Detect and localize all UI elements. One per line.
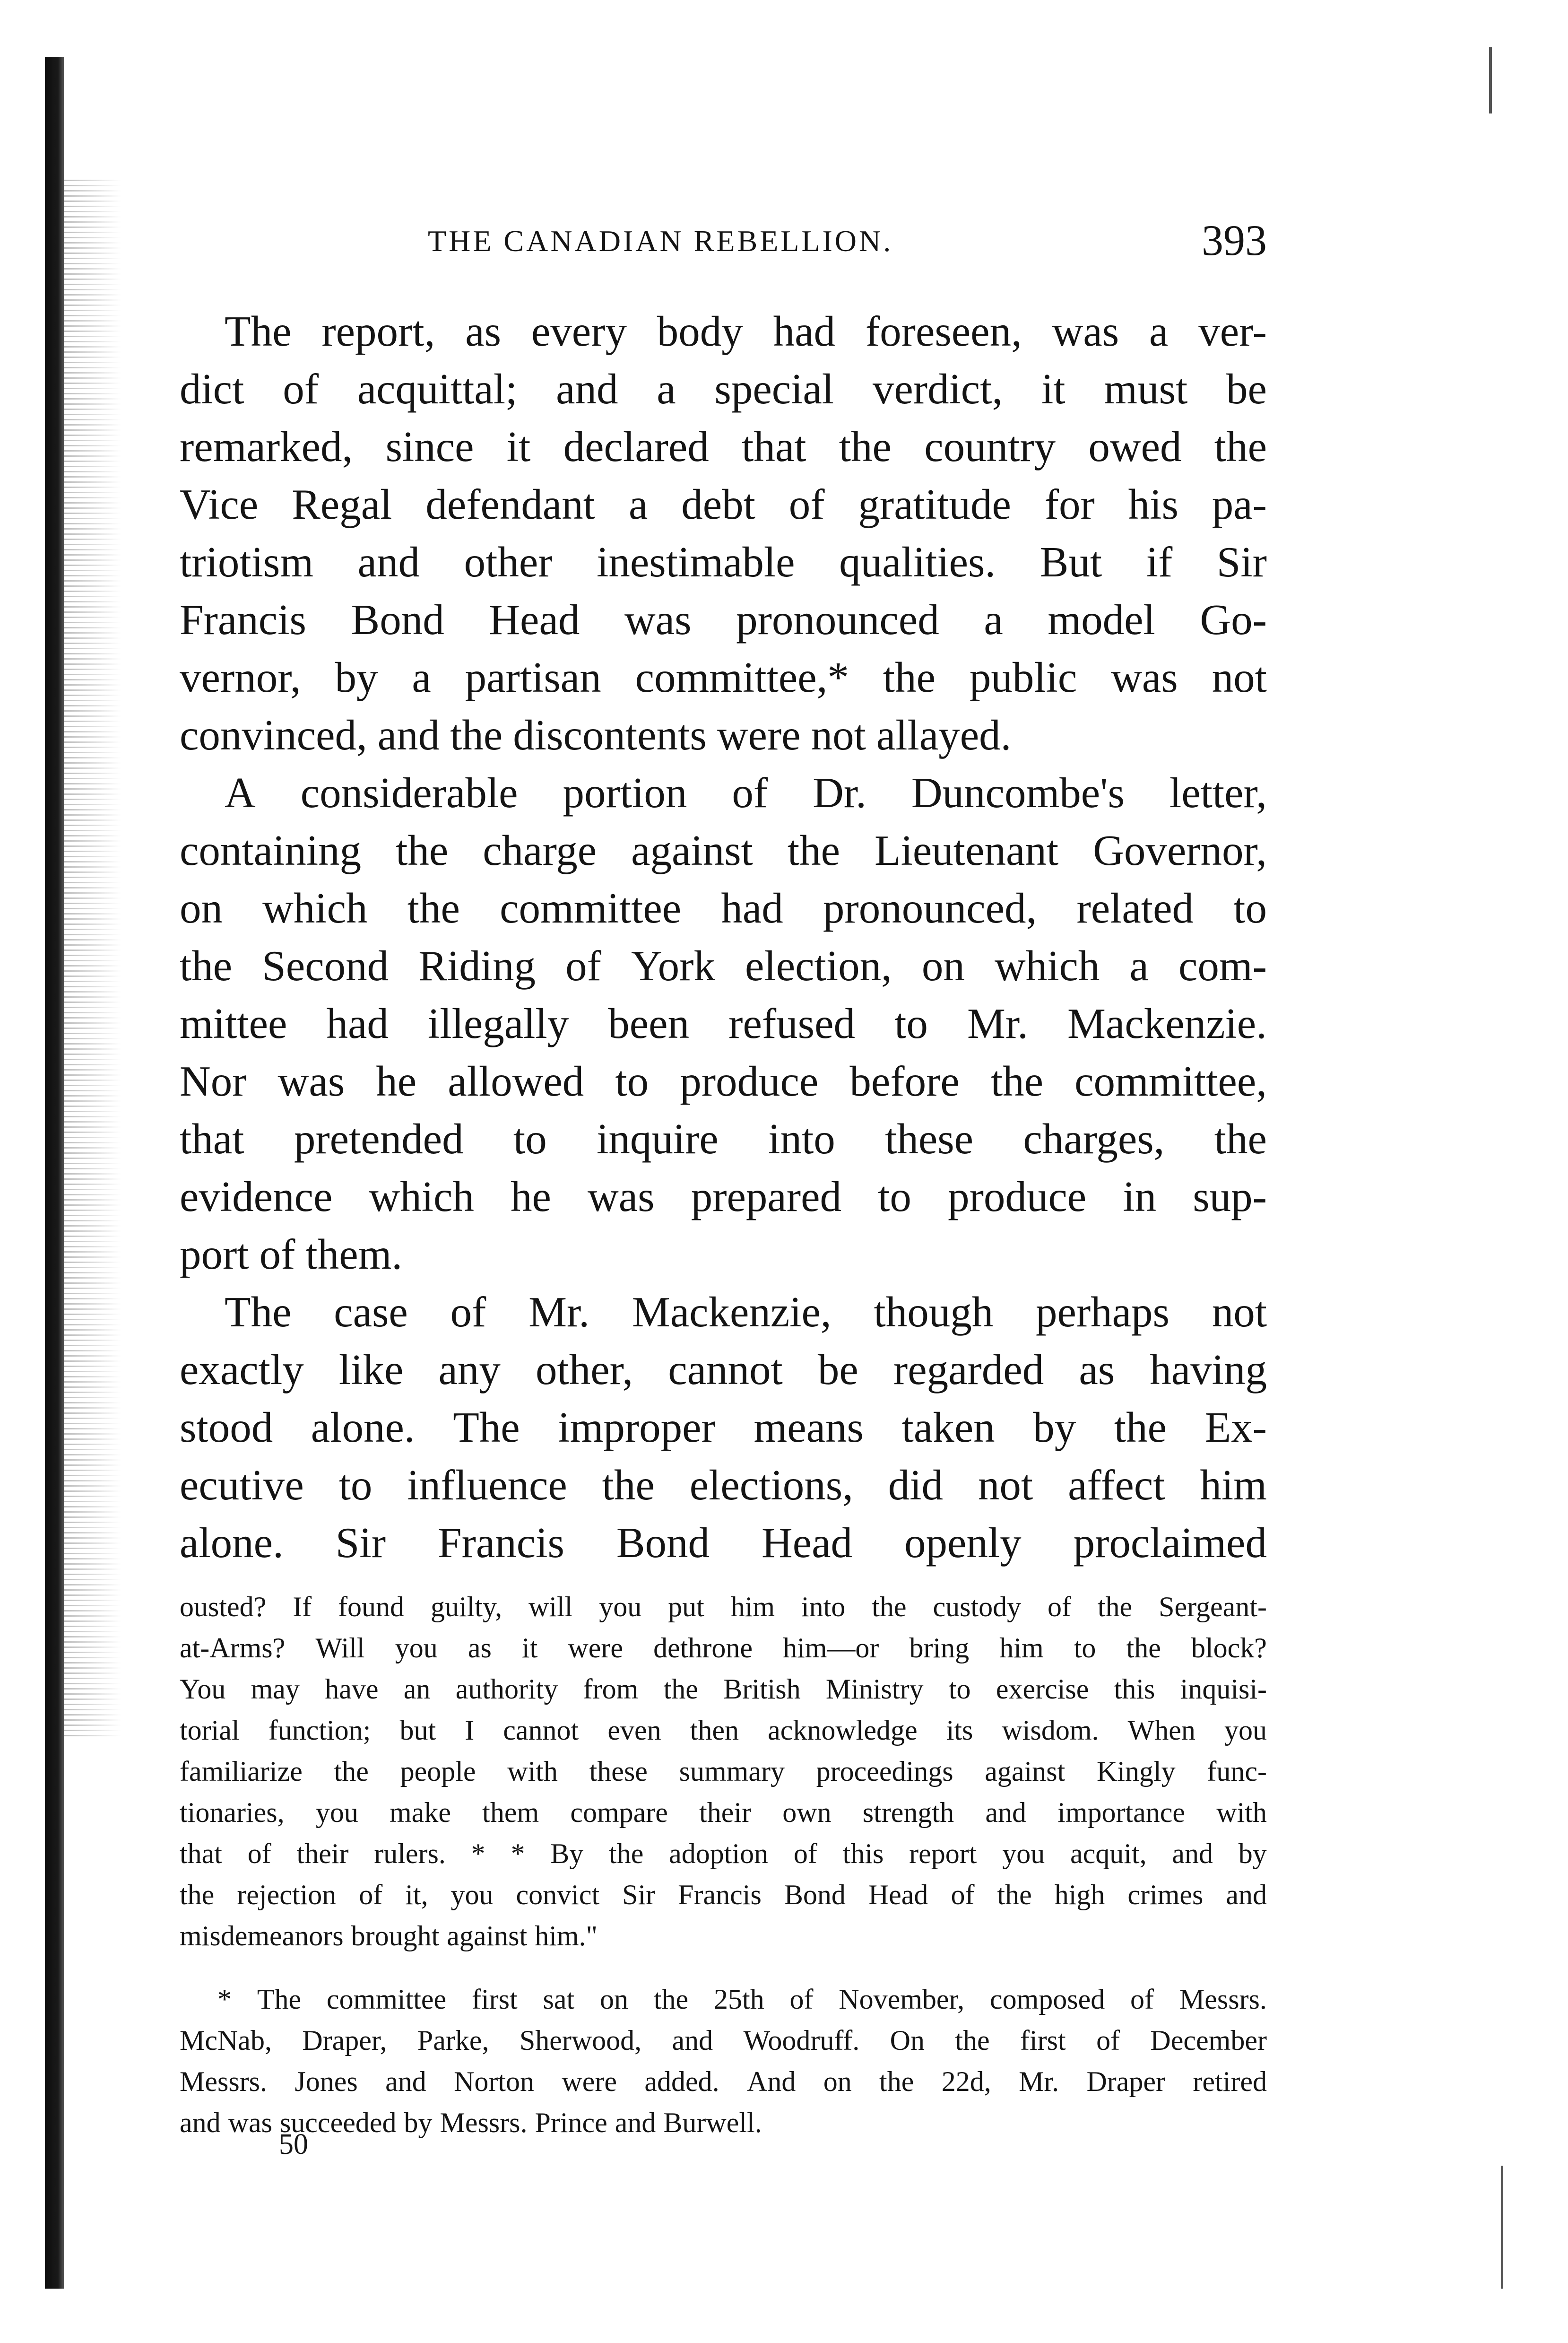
body-line: dict of acquittal; and a special verdict, it must be (180, 365, 1267, 413)
body-line: vernor, by a partisan committee,* the public was not (180, 653, 1267, 701)
quote-line: torial function; but I cannot even then acknowledge its wisdom. When you (180, 1715, 1267, 1746)
body-line: Vice Regal defendant a debt of gratitude for his pa- (180, 480, 1267, 528)
page-header (180, 215, 1267, 277)
quote-line: that of their rulers. * * By the adoption of this report you acquit, and by (180, 1838, 1267, 1869)
body-line: that pretended to inquire into these charges, the (180, 1115, 1267, 1163)
body-line: alone. Sir Francis Bond Head openly proclaimed (180, 1519, 1267, 1567)
body-line: mittee had illegally been refused to Mr. Mackenzie. (180, 1000, 1267, 1047)
body-line: the Second Riding of York election, on which a com- (180, 942, 1267, 990)
body-line: The case of Mr. Mackenzie, though perhaps not (225, 1288, 1267, 1336)
page-number: 393 (1202, 216, 1267, 264)
body-line: Francis Bond Head was pronounced a model Go- (180, 596, 1267, 644)
footnote-line: * The committee first sat on the 25th of November, composed of Messrs. (217, 1984, 1267, 2015)
footnote-line: McNab, Draper, Parke, Sherwood, and Woodruff. On the first of December (180, 2025, 1267, 2056)
footnote-line: Messrs. Jones and Norton were added. And on the 22d, Mr. Draper retired (180, 2066, 1267, 2097)
footnote-line: and was succeeded by Messrs. Prince and Burwell. (180, 2107, 762, 2138)
body-line: ecutive to influence the elections, did not affect him (180, 1461, 1267, 1509)
quoted-letter-continuation (180, 1586, 1267, 1957)
body-line: convinced, and the discontents were not allayed. (180, 711, 1012, 759)
body-line: stood alone. The improper means taken by the Ex- (180, 1403, 1267, 1451)
body-line: evidence which he was prepared to produce in sup- (180, 1173, 1267, 1220)
signature-mark: 50 (279, 2128, 308, 2160)
page-binding-shadow (64, 180, 121, 1740)
quote-line: tionaries, you make them compare their own strength and importance with (180, 1797, 1267, 1828)
body-line: containing the charge against the Lieutenant Governor, (180, 827, 1267, 874)
quote-line: You may have an authority from the British Ministry to exercise this inquisi- (180, 1673, 1267, 1705)
running-title: THE CANADIAN REBELLION. (428, 224, 893, 258)
page-edge-mark (1501, 2166, 1503, 2289)
quote-line: ousted? If found guilty, will you put him into the custody of the Sergeant- (180, 1591, 1267, 1622)
quote-line: familiarize the people with these summary proceedings against Kingly func- (180, 1756, 1267, 1787)
page-binding-edge (45, 57, 64, 2289)
body-line: on which the committee had pronounced, related to (180, 884, 1267, 932)
body-line: The report, as every body had foreseen, was a ver- (225, 307, 1267, 355)
body-line: remarked, since it declared that the country owed the (180, 423, 1267, 470)
body-line: Nor was he allowed to produce before the committee, (180, 1057, 1267, 1105)
quote-line: misdemeanors brought against him." (180, 1920, 598, 1951)
body-line: exactly like any other, cannot be regarded as having (180, 1346, 1267, 1394)
body-line: A considerable portion of Dr. Duncombe's letter, (225, 769, 1267, 817)
quote-line: the rejection of it, you convict Sir Francis Bond Head of the high crimes and (180, 1879, 1267, 1910)
quote-line: at-Arms? Will you as it were dethrone him—or bring him to the block? (180, 1632, 1267, 1664)
page-edge-mark (1489, 47, 1492, 113)
footnote (180, 1979, 1267, 2143)
body-text (180, 303, 1267, 1572)
body-line: port of them. (180, 1230, 403, 1278)
body-line: triotism and other inestimable qualities. But if Sir (180, 538, 1267, 586)
